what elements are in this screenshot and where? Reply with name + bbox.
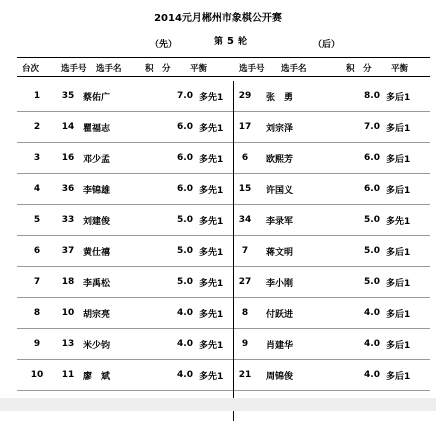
first-player-score: 5.0 bbox=[141, 205, 199, 236]
second-player-balance: 多后1 bbox=[386, 298, 430, 329]
second-player-score: 6.0 bbox=[330, 174, 386, 205]
second-player-id: 17 bbox=[234, 112, 257, 143]
second-player-name: 刘宗泽 bbox=[256, 112, 330, 143]
first-player-score: 4.0 bbox=[141, 360, 199, 391]
table-row bbox=[17, 143, 430, 174]
second-player-id: 29 bbox=[234, 81, 257, 112]
table-number: 8 bbox=[17, 298, 57, 329]
first-player-score: 4.0 bbox=[141, 298, 199, 329]
first-player-name: 廖 斌 bbox=[79, 360, 141, 391]
header-id-2: 选手号 bbox=[239, 62, 265, 74]
table-row bbox=[17, 267, 430, 298]
table-row bbox=[17, 112, 430, 143]
first-player-name: 蔡佑广 bbox=[79, 81, 141, 112]
table-number: 4 bbox=[17, 174, 57, 205]
second-player-balance: 多后1 bbox=[386, 174, 430, 205]
first-player-score: 5.0 bbox=[141, 267, 199, 298]
first-player-balance: 多先1 bbox=[199, 81, 234, 112]
first-player-balance: 多先1 bbox=[199, 298, 234, 329]
second-player-name: 张 勇 bbox=[256, 81, 330, 112]
table-number: 9 bbox=[17, 329, 57, 360]
second-player-name: 李录军 bbox=[256, 205, 330, 236]
first-player-balance: 多先1 bbox=[199, 267, 234, 298]
first-player-score: 6.0 bbox=[141, 112, 199, 143]
first-player-balance: 多先1 bbox=[199, 329, 234, 360]
first-player-balance: 多先1 bbox=[199, 174, 234, 205]
second-player-score: 8.0 bbox=[330, 81, 386, 112]
table-number: 5 bbox=[17, 205, 57, 236]
right-side-label: （后） bbox=[313, 37, 340, 50]
table-number: 6 bbox=[17, 236, 57, 267]
first-player-score: 6.0 bbox=[141, 174, 199, 205]
table-row bbox=[17, 236, 430, 267]
table-row bbox=[17, 81, 430, 112]
table-row bbox=[17, 360, 430, 391]
header-score: 积 分 bbox=[145, 62, 171, 74]
second-player-balance: 多先1 bbox=[386, 205, 430, 236]
table-number: 3 bbox=[17, 143, 57, 174]
second-player-name: 肖建华 bbox=[256, 329, 330, 360]
first-player-name: 胡宗亮 bbox=[79, 298, 141, 329]
page-title: 2014元月郴州市象棋公开赛 bbox=[0, 9, 436, 24]
first-player-id: 36 bbox=[57, 174, 79, 205]
second-player-name: 李小刚 bbox=[256, 267, 330, 298]
first-player-name: 李禹松 bbox=[79, 267, 141, 298]
first-player-balance: 多先1 bbox=[199, 112, 234, 143]
second-player-name: 付跃进 bbox=[256, 298, 330, 329]
table-row bbox=[17, 174, 430, 205]
table-row bbox=[17, 329, 430, 360]
first-player-id: 10 bbox=[57, 298, 79, 329]
header-name-2: 选手名 bbox=[281, 62, 307, 74]
header-score-2: 积 分 bbox=[346, 62, 372, 74]
second-player-id: 21 bbox=[234, 360, 257, 391]
first-player-name: 刘建俊 bbox=[79, 205, 141, 236]
first-player-score: 6.0 bbox=[141, 143, 199, 174]
second-player-score: 5.0 bbox=[330, 267, 386, 298]
second-player-id: 6 bbox=[234, 143, 257, 174]
first-player-name: 米少钧 bbox=[79, 329, 141, 360]
second-player-balance: 多后1 bbox=[386, 267, 430, 298]
second-player-name: 许国义 bbox=[256, 174, 330, 205]
table-number: 7 bbox=[17, 267, 57, 298]
header-balance-2: 平衡 bbox=[391, 62, 408, 74]
second-player-id: 27 bbox=[234, 267, 257, 298]
first-player-id: 35 bbox=[57, 81, 79, 112]
second-player-balance: 多后1 bbox=[386, 112, 430, 143]
first-player-id: 13 bbox=[57, 329, 79, 360]
first-player-balance: 多先1 bbox=[199, 360, 234, 391]
table-number: 10 bbox=[17, 360, 57, 391]
first-player-name: 黄仕禧 bbox=[79, 236, 141, 267]
page-bottom-shadow bbox=[0, 398, 436, 411]
table-row bbox=[17, 205, 430, 236]
round-suffix: 轮 bbox=[238, 37, 247, 47]
header-balance: 平衡 bbox=[190, 62, 207, 74]
second-player-score: 4.0 bbox=[330, 360, 386, 391]
first-player-id: 14 bbox=[57, 112, 79, 143]
first-player-score: 4.0 bbox=[141, 329, 199, 360]
second-player-balance: 多后1 bbox=[386, 360, 430, 391]
first-player-balance: 多先1 bbox=[199, 205, 234, 236]
first-player-balance: 多先1 bbox=[199, 236, 234, 267]
first-player-balance: 多先1 bbox=[199, 143, 234, 174]
first-player-score: 5.0 bbox=[141, 236, 199, 267]
header-rank: 台次 bbox=[22, 62, 39, 74]
second-player-balance: 多后1 bbox=[386, 143, 430, 174]
first-player-id: 18 bbox=[57, 267, 79, 298]
second-player-id: 8 bbox=[234, 298, 257, 329]
header-name: 选手名 bbox=[96, 62, 122, 74]
second-player-id: 9 bbox=[234, 329, 257, 360]
table-number: 1 bbox=[17, 81, 57, 112]
first-player-name: 李锦雄 bbox=[79, 174, 141, 205]
pairings-table bbox=[17, 81, 430, 421]
second-player-name: 蒋文明 bbox=[256, 236, 330, 267]
round-number: 5 bbox=[227, 36, 234, 47]
left-side-label: （先） bbox=[150, 37, 177, 50]
header-id: 选手号 bbox=[61, 62, 87, 74]
first-player-id: 37 bbox=[57, 236, 79, 267]
second-player-id: 15 bbox=[234, 174, 257, 205]
header-bottom-rule bbox=[17, 76, 430, 77]
header-top-rule bbox=[17, 57, 430, 58]
second-player-balance: 多后1 bbox=[386, 81, 430, 112]
second-player-id: 34 bbox=[234, 205, 257, 236]
first-player-name: 邓少孟 bbox=[79, 143, 141, 174]
first-player-score: 7.0 bbox=[141, 81, 199, 112]
second-player-balance: 多后1 bbox=[386, 329, 430, 360]
second-player-score: 5.0 bbox=[330, 236, 386, 267]
second-player-score: 7.0 bbox=[330, 112, 386, 143]
first-player-id: 33 bbox=[57, 205, 79, 236]
second-player-id: 7 bbox=[234, 236, 257, 267]
first-player-id: 16 bbox=[57, 143, 79, 174]
first-player-id: 11 bbox=[57, 360, 79, 391]
second-player-score: 6.0 bbox=[330, 143, 386, 174]
table-number: 2 bbox=[17, 112, 57, 143]
second-player-name: 欧熙芳 bbox=[256, 143, 330, 174]
second-player-name: 周锦俊 bbox=[256, 360, 330, 391]
table-header bbox=[17, 62, 430, 74]
round-indicator bbox=[214, 34, 247, 47]
table-row bbox=[17, 298, 430, 329]
round-prefix: 第 bbox=[214, 37, 223, 47]
second-player-balance: 多后1 bbox=[386, 236, 430, 267]
second-player-score: 5.0 bbox=[330, 205, 386, 236]
second-player-score: 4.0 bbox=[330, 298, 386, 329]
second-player-score: 4.0 bbox=[330, 329, 386, 360]
first-player-name: 瞿福志 bbox=[79, 112, 141, 143]
